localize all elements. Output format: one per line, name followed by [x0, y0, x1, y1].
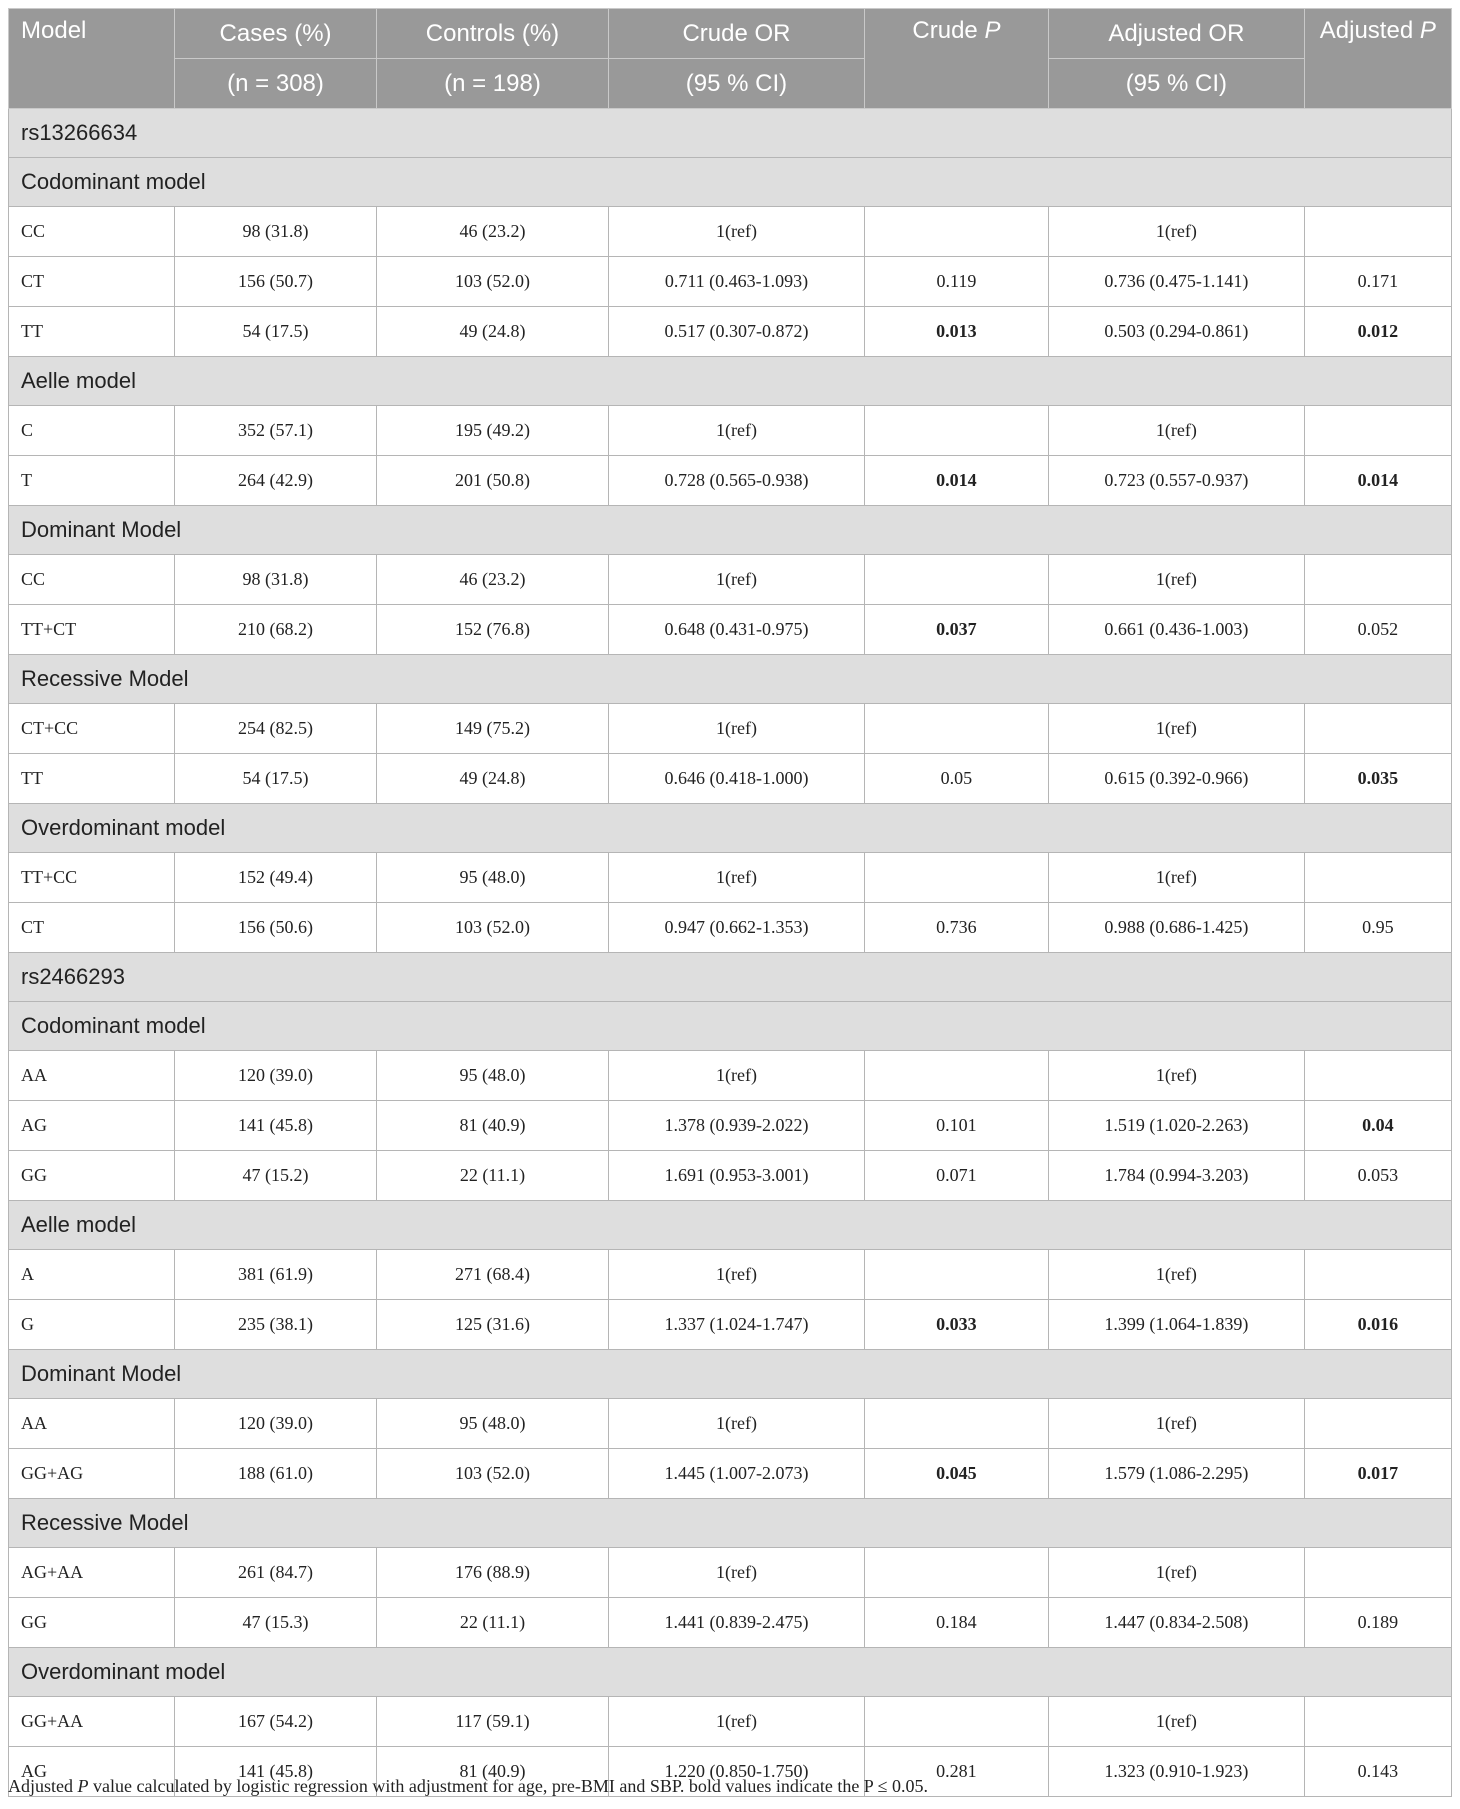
crude-p-cell: 0.281 — [864, 1747, 1048, 1797]
model-group-row — [9, 1648, 1452, 1697]
crude-p-cell — [864, 853, 1048, 903]
cases-cell: 156 (50.6) — [175, 903, 376, 953]
model-group-row — [9, 357, 1452, 406]
model-group-title: Aelle model — [9, 357, 1452, 406]
crude-p-cell: 0.045 — [864, 1449, 1048, 1499]
crude-p-cell — [864, 1548, 1048, 1598]
crude-or-cell: 1(ref) — [609, 1697, 865, 1747]
cases-cell: 47 (15.3) — [175, 1598, 376, 1648]
crude-p-cell: 0.05 — [864, 754, 1048, 804]
header-crude-p — [864, 9, 1048, 109]
controls-cell: 195 (49.2) — [376, 406, 608, 456]
genotype-cell: GG — [9, 1151, 175, 1201]
crude-or-cell: 1.337 (1.024-1.747) — [609, 1300, 865, 1350]
model-group-row — [9, 1201, 1452, 1250]
table-row — [9, 207, 1452, 257]
crude-p-cell — [864, 1399, 1048, 1449]
adjusted-p-cell: 0.012 — [1304, 307, 1451, 357]
crude-or-cell: 0.648 (0.431-0.975) — [609, 605, 865, 655]
header-crude-p-symbol: P — [984, 17, 1001, 44]
controls-cell: 152 (76.8) — [376, 605, 608, 655]
adjusted-or-cell: 1.447 (0.834-2.508) — [1049, 1598, 1305, 1648]
table-row — [9, 1697, 1452, 1747]
cases-cell: 152 (49.4) — [175, 853, 376, 903]
crude-p-cell — [864, 207, 1048, 257]
adjusted-p-cell — [1304, 406, 1451, 456]
adjusted-or-cell: 1(ref) — [1049, 406, 1305, 456]
model-group-title: Codominant model — [9, 158, 1452, 207]
crude-or-cell: 0.517 (0.307-0.872) — [609, 307, 865, 357]
cases-cell: 264 (42.9) — [175, 456, 376, 506]
table-container — [8, 8, 1452, 1797]
model-group-row — [9, 1002, 1452, 1051]
controls-cell: 95 (48.0) — [376, 1399, 608, 1449]
controls-cell: 46 (23.2) — [376, 555, 608, 605]
cases-cell: 141 (45.8) — [175, 1747, 376, 1797]
controls-cell: 22 (11.1) — [376, 1598, 608, 1648]
table-row — [9, 1051, 1452, 1101]
crude-p-cell: 0.071 — [864, 1151, 1048, 1201]
cases-cell: 156 (50.7) — [175, 257, 376, 307]
adjusted-p-cell — [1304, 1051, 1451, 1101]
crude-p-cell: 0.184 — [864, 1598, 1048, 1648]
crude-or-cell: 1(ref) — [609, 555, 865, 605]
table-row — [9, 704, 1452, 754]
model-group-row — [9, 655, 1452, 704]
adjusted-or-cell: 1.784 (0.994-3.203) — [1049, 1151, 1305, 1201]
crude-p-cell: 0.736 — [864, 903, 1048, 953]
genotype-cell: GG — [9, 1598, 175, 1648]
footnote-text-2: value calculated by logistic regression with adjustment for age, pre-BMI and SBP. bold values indicate the P ≤ 0.05. — [88, 1776, 929, 1796]
footnote-text-1: Adjusted — [8, 1776, 78, 1796]
adjusted-or-cell: 0.615 (0.392-0.966) — [1049, 754, 1305, 804]
adjusted-p-cell — [1304, 207, 1451, 257]
adjusted-or-cell: 0.988 (0.686-1.425) — [1049, 903, 1305, 953]
adjusted-or-cell: 0.723 (0.557-0.937) — [1049, 456, 1305, 506]
model-group-title: Aelle model — [9, 1201, 1452, 1250]
crude-or-cell: 1(ref) — [609, 1399, 865, 1449]
table-row — [9, 1399, 1452, 1449]
adjusted-p-cell: 0.189 — [1304, 1598, 1451, 1648]
controls-cell: 117 (59.1) — [376, 1697, 608, 1747]
controls-cell: 103 (52.0) — [376, 1449, 608, 1499]
table-row — [9, 1250, 1452, 1300]
adjusted-p-cell: 0.95 — [1304, 903, 1451, 953]
adjusted-p-cell — [1304, 1250, 1451, 1300]
table-body — [9, 109, 1452, 1797]
table-row — [9, 406, 1452, 456]
controls-cell: 125 (31.6) — [376, 1300, 608, 1350]
header-cases-n: (n = 308) — [175, 59, 376, 109]
model-group-title: Dominant Model — [9, 506, 1452, 555]
model-group-row — [9, 158, 1452, 207]
cases-cell: 235 (38.1) — [175, 1300, 376, 1350]
adjusted-p-cell — [1304, 1548, 1451, 1598]
cases-cell: 54 (17.5) — [175, 754, 376, 804]
model-group-title: Recessive Model — [9, 1499, 1452, 1548]
genotype-cell: GG+AA — [9, 1697, 175, 1747]
adjusted-p-cell: 0.014 — [1304, 456, 1451, 506]
genotype-cell: AG+AA — [9, 1548, 175, 1598]
cases-cell: 167 (54.2) — [175, 1697, 376, 1747]
table-row — [9, 1101, 1452, 1151]
table-row — [9, 1151, 1452, 1201]
crude-or-cell: 1(ref) — [609, 704, 865, 754]
adjusted-p-cell — [1304, 853, 1451, 903]
cases-cell: 210 (68.2) — [175, 605, 376, 655]
adjusted-p-cell: 0.04 — [1304, 1101, 1451, 1151]
adjusted-or-cell: 1(ref) — [1049, 704, 1305, 754]
model-group-title: Overdominant model — [9, 1648, 1452, 1697]
adjusted-or-cell: 0.736 (0.475-1.141) — [1049, 257, 1305, 307]
crude-p-cell: 0.014 — [864, 456, 1048, 506]
controls-cell: 176 (88.9) — [376, 1548, 608, 1598]
cases-cell: 254 (82.5) — [175, 704, 376, 754]
crude-or-cell: 1.220 (0.850-1.750) — [609, 1747, 865, 1797]
controls-cell: 95 (48.0) — [376, 1051, 608, 1101]
model-group-title: Overdominant model — [9, 804, 1452, 853]
table-row — [9, 307, 1452, 357]
header-cases: Cases (%) — [175, 9, 376, 59]
crude-or-cell: 1(ref) — [609, 207, 865, 257]
genotype-cell: AA — [9, 1399, 175, 1449]
header-crude-or-ci: (95 % CI) — [609, 59, 865, 109]
model-group-title: Codominant model — [9, 1002, 1452, 1051]
crude-or-cell: 0.728 (0.565-0.938) — [609, 456, 865, 506]
header-controls: Controls (%) — [376, 9, 608, 59]
cases-cell: 120 (39.0) — [175, 1051, 376, 1101]
cases-cell: 381 (61.9) — [175, 1250, 376, 1300]
adjusted-or-cell: 1.323 (0.910-1.923) — [1049, 1747, 1305, 1797]
adjusted-or-cell: 1(ref) — [1049, 555, 1305, 605]
adjusted-or-cell: 1.399 (1.064-1.839) — [1049, 1300, 1305, 1350]
table-row — [9, 1548, 1452, 1598]
model-group-row — [9, 1499, 1452, 1548]
table-footnote — [8, 1776, 928, 1797]
adjusted-or-cell: 1(ref) — [1049, 1250, 1305, 1300]
crude-or-cell: 1.691 (0.953-3.001) — [609, 1151, 865, 1201]
cases-cell: 188 (61.0) — [175, 1449, 376, 1499]
adjusted-or-cell: 1(ref) — [1049, 1051, 1305, 1101]
crude-p-cell: 0.119 — [864, 257, 1048, 307]
adjusted-p-cell — [1304, 1697, 1451, 1747]
genotype-cell: C — [9, 406, 175, 456]
adjusted-or-cell: 1.579 (1.086-2.295) — [1049, 1449, 1305, 1499]
genotype-cell: CT+CC — [9, 704, 175, 754]
snp-row — [9, 953, 1452, 1002]
table-row — [9, 903, 1452, 953]
controls-cell: 103 (52.0) — [376, 257, 608, 307]
table-row — [9, 257, 1452, 307]
adjusted-or-cell: 1(ref) — [1049, 853, 1305, 903]
crude-or-cell: 1(ref) — [609, 1051, 865, 1101]
header-adjusted-p-symbol: P — [1419, 17, 1436, 44]
controls-cell: 95 (48.0) — [376, 853, 608, 903]
adjusted-or-cell: 1(ref) — [1049, 1548, 1305, 1598]
crude-or-cell: 0.646 (0.418-1.000) — [609, 754, 865, 804]
genotype-cell: CT — [9, 903, 175, 953]
adjusted-or-cell: 0.661 (0.436-1.003) — [1049, 605, 1305, 655]
crude-p-cell — [864, 1250, 1048, 1300]
genotype-cell: CT — [9, 257, 175, 307]
adjusted-p-cell — [1304, 704, 1451, 754]
header-adjusted-or-ci: (95 % CI) — [1049, 59, 1305, 109]
snp-row — [9, 109, 1452, 158]
table-row — [9, 754, 1452, 804]
adjusted-p-cell: 0.143 — [1304, 1747, 1451, 1797]
adjusted-or-cell: 1(ref) — [1049, 1697, 1305, 1747]
adjusted-p-cell: 0.171 — [1304, 257, 1451, 307]
crude-p-cell: 0.101 — [864, 1101, 1048, 1151]
table-row — [9, 1449, 1452, 1499]
header-model: Model — [9, 9, 175, 109]
crude-p-cell — [864, 406, 1048, 456]
table-row — [9, 605, 1452, 655]
controls-cell: 49 (24.8) — [376, 307, 608, 357]
controls-cell: 103 (52.0) — [376, 903, 608, 953]
genotype-cell: CC — [9, 555, 175, 605]
crude-p-cell: 0.033 — [864, 1300, 1048, 1350]
table-row — [9, 853, 1452, 903]
adjusted-or-cell: 1.519 (1.020-2.263) — [1049, 1101, 1305, 1151]
header-adjusted-p — [1304, 9, 1451, 109]
snp-label: rs2466293 — [9, 953, 1452, 1002]
genotype-cell: AG — [9, 1747, 175, 1797]
controls-cell: 22 (11.1) — [376, 1151, 608, 1201]
cases-cell: 98 (31.8) — [175, 207, 376, 257]
crude-p-cell: 0.037 — [864, 605, 1048, 655]
crude-p-cell — [864, 1051, 1048, 1101]
genotype-cell: AG — [9, 1101, 175, 1151]
cases-cell: 47 (15.2) — [175, 1151, 376, 1201]
snp-label: rs13266634 — [9, 109, 1452, 158]
adjusted-p-cell: 0.016 — [1304, 1300, 1451, 1350]
controls-cell: 81 (40.9) — [376, 1101, 608, 1151]
crude-p-cell: 0.013 — [864, 307, 1048, 357]
controls-cell: 46 (23.2) — [376, 207, 608, 257]
controls-cell: 149 (75.2) — [376, 704, 608, 754]
adjusted-or-cell: 1(ref) — [1049, 207, 1305, 257]
cases-cell: 352 (57.1) — [175, 406, 376, 456]
model-group-title: Dominant Model — [9, 1350, 1452, 1399]
table-row — [9, 456, 1452, 506]
controls-cell: 271 (68.4) — [376, 1250, 608, 1300]
header-adjusted-p-label: Adjusted — [1319, 17, 1414, 44]
adjusted-p-cell: 0.053 — [1304, 1151, 1451, 1201]
model-group-row — [9, 1350, 1452, 1399]
header-adjusted-or: Adjusted OR — [1049, 9, 1305, 59]
model-group-row — [9, 804, 1452, 853]
crude-or-cell: 1.441 (0.839-2.475) — [609, 1598, 865, 1648]
adjusted-p-cell: 0.017 — [1304, 1449, 1451, 1499]
table-row — [9, 1300, 1452, 1350]
adjusted-p-cell: 0.052 — [1304, 605, 1451, 655]
genotype-cell: TT+CC — [9, 853, 175, 903]
controls-cell: 49 (24.8) — [376, 754, 608, 804]
genotype-cell: TT — [9, 754, 175, 804]
crude-or-cell: 1(ref) — [609, 853, 865, 903]
genotype-cell: G — [9, 1300, 175, 1350]
adjusted-or-cell: 1(ref) — [1049, 1399, 1305, 1449]
crude-or-cell: 1.378 (0.939-2.022) — [609, 1101, 865, 1151]
crude-p-cell — [864, 704, 1048, 754]
cases-cell: 261 (84.7) — [175, 1548, 376, 1598]
header-crude-p-label: Crude — [912, 17, 978, 44]
crude-p-cell — [864, 1697, 1048, 1747]
header-crude-or: Crude OR — [609, 9, 865, 59]
genotype-cell: GG+AG — [9, 1449, 175, 1499]
crude-or-cell: 1(ref) — [609, 1250, 865, 1300]
cases-cell: 98 (31.8) — [175, 555, 376, 605]
model-group-row — [9, 506, 1452, 555]
adjusted-p-cell — [1304, 555, 1451, 605]
cases-cell: 120 (39.0) — [175, 1399, 376, 1449]
cases-cell: 54 (17.5) — [175, 307, 376, 357]
cases-cell: 141 (45.8) — [175, 1101, 376, 1151]
crude-or-cell: 1(ref) — [609, 1548, 865, 1598]
genotype-cell: T — [9, 456, 175, 506]
adjusted-p-cell — [1304, 1399, 1451, 1449]
crude-or-cell: 1.445 (1.007-2.073) — [609, 1449, 865, 1499]
controls-cell: 201 (50.8) — [376, 456, 608, 506]
genotype-cell: TT+CT — [9, 605, 175, 655]
crude-or-cell: 0.711 (0.463-1.093) — [609, 257, 865, 307]
adjusted-p-cell: 0.035 — [1304, 754, 1451, 804]
crude-or-cell: 0.947 (0.662-1.353) — [609, 903, 865, 953]
crude-p-cell — [864, 555, 1048, 605]
genotype-cell: CC — [9, 207, 175, 257]
table-row — [9, 555, 1452, 605]
association-table — [8, 8, 1452, 1797]
controls-cell: 81 (40.9) — [376, 1747, 608, 1797]
model-group-title: Recessive Model — [9, 655, 1452, 704]
footnote-p-symbol: P — [77, 1776, 89, 1796]
header-controls-n: (n = 198) — [376, 59, 608, 109]
table-row — [9, 1598, 1452, 1648]
crude-or-cell: 1(ref) — [609, 406, 865, 456]
genotype-cell: TT — [9, 307, 175, 357]
adjusted-or-cell: 0.503 (0.294-0.861) — [1049, 307, 1305, 357]
genotype-cell: AA — [9, 1051, 175, 1101]
table-header — [9, 9, 1452, 109]
genotype-cell: A — [9, 1250, 175, 1300]
